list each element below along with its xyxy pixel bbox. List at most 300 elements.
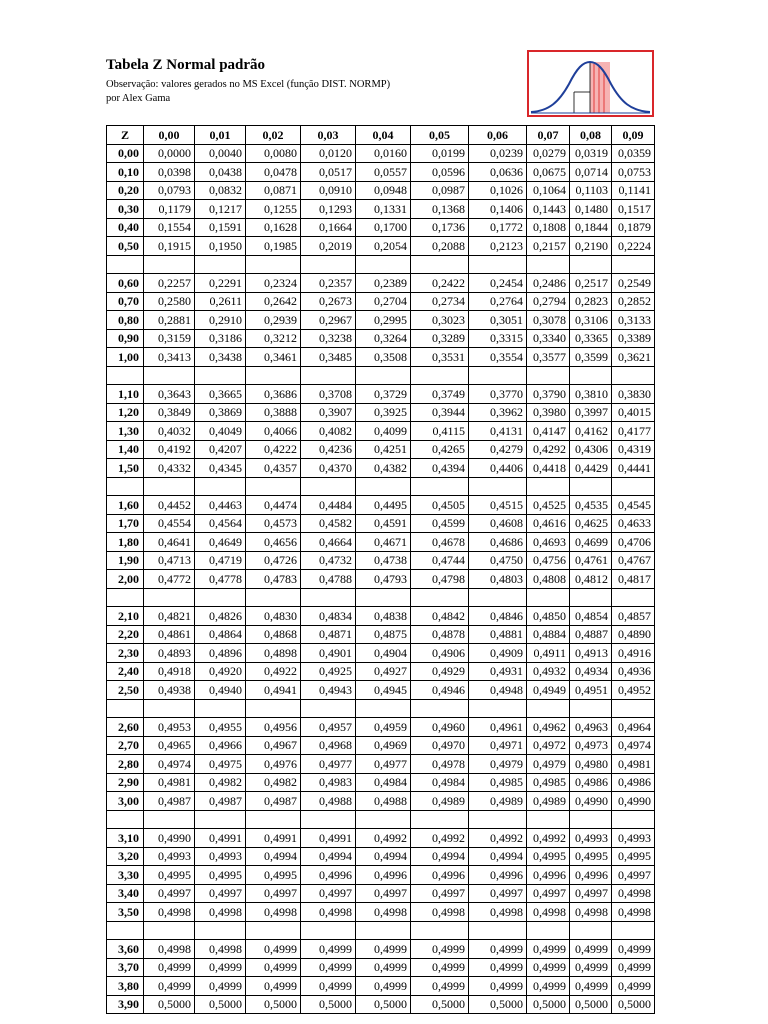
probability-cell: 0,3925: [356, 403, 411, 422]
header-col: 0,08: [570, 126, 612, 145]
table-row: [107, 329, 655, 348]
probability-cell: 0,4977: [356, 755, 411, 774]
probability-cell: 0,4990: [570, 792, 612, 811]
probability-cell: 0,4999: [527, 977, 570, 996]
probability-cell: 0,4996: [469, 866, 527, 885]
probability-cell: 0,4969: [356, 736, 411, 755]
probability-cell: 0,2967: [301, 311, 356, 330]
probability-cell: 0,4332: [144, 459, 195, 478]
table-row: [107, 292, 655, 311]
probability-cell: 0,4382: [356, 459, 411, 478]
probability-cell: 0,0080: [246, 144, 301, 163]
probability-cell: 0,1443: [527, 200, 570, 219]
probability-cell: 0,4970: [411, 736, 469, 755]
z-value-cell: 1,80: [107, 533, 144, 552]
z-value-cell: 1,00: [107, 348, 144, 367]
table-row: [107, 773, 655, 792]
probability-cell: 0,4997: [246, 884, 301, 903]
probability-cell: 0,3554: [469, 348, 527, 367]
spacer-row: [107, 810, 655, 829]
header-col: 0,09: [612, 126, 655, 145]
probability-cell: 0,4955: [195, 718, 246, 737]
z-value-cell: 1,70: [107, 514, 144, 533]
probability-cell: 0,1331: [356, 200, 411, 219]
spacer-cell: [469, 699, 527, 718]
probability-cell: 0,4099: [356, 422, 411, 441]
probability-cell: 0,4999: [356, 958, 411, 977]
probability-cell: 0,4429: [570, 459, 612, 478]
probability-cell: 0,4370: [301, 459, 356, 478]
probability-cell: 0,1844: [570, 218, 612, 237]
probability-cell: 0,4934: [570, 662, 612, 681]
spacer-cell: [411, 255, 469, 274]
table-row: [107, 903, 655, 922]
spacer-cell: [570, 699, 612, 718]
probability-cell: 0,4979: [527, 755, 570, 774]
z-value-cell: 2,80: [107, 755, 144, 774]
probability-cell: 0,4515: [469, 496, 527, 515]
z-value-cell: 0,50: [107, 237, 144, 256]
probability-cell: 0,4971: [469, 736, 527, 755]
probability-cell: 0,3389: [612, 329, 655, 348]
spacer-cell: [301, 699, 356, 718]
probability-cell: 0,4952: [612, 681, 655, 700]
probability-cell: 0,4999: [301, 940, 356, 959]
probability-cell: 0,4976: [246, 755, 301, 774]
z-value-cell: 3,20: [107, 847, 144, 866]
spacer-cell: [356, 810, 411, 829]
probability-cell: 0,4997: [301, 884, 356, 903]
probability-cell: 0,0753: [612, 163, 655, 182]
table-row: [107, 570, 655, 589]
probability-cell: 0,4756: [527, 551, 570, 570]
probability-cell: 0,4998: [469, 903, 527, 922]
table-row: [107, 200, 655, 219]
probability-cell: 0,4719: [195, 551, 246, 570]
z-value-cell: 1,90: [107, 551, 144, 570]
probability-cell: 0,0832: [195, 181, 246, 200]
probability-cell: 0,2422: [411, 274, 469, 293]
spacer-cell: [612, 366, 655, 385]
probability-cell: 0,4906: [411, 644, 469, 663]
probability-cell: 0,4838: [356, 607, 411, 626]
probability-cell: 0,4898: [246, 644, 301, 663]
probability-cell: 0,4968: [301, 736, 356, 755]
probability-cell: 0,4306: [570, 440, 612, 459]
probability-cell: 0,4938: [144, 681, 195, 700]
z-value-cell: 0,70: [107, 292, 144, 311]
spacer-cell: [144, 255, 195, 274]
probability-cell: 0,3997: [570, 403, 612, 422]
probability-cell: 0,4957: [301, 718, 356, 737]
probability-cell: 0,4788: [301, 570, 356, 589]
probability-cell: 0,3869: [195, 403, 246, 422]
probability-cell: 0,3186: [195, 329, 246, 348]
probability-cell: 0,4573: [246, 514, 301, 533]
spacer-cell: [144, 699, 195, 718]
probability-cell: 0,0596: [411, 163, 469, 182]
probability-cell: 0,2389: [356, 274, 411, 293]
table-row: [107, 995, 655, 1014]
probability-cell: 0,1591: [195, 218, 246, 237]
probability-cell: 0,3686: [246, 385, 301, 404]
probability-cell: 0,4997: [144, 884, 195, 903]
spacer-row: [107, 699, 655, 718]
probability-cell: 0,4990: [144, 829, 195, 848]
spacer-cell: [301, 255, 356, 274]
probability-cell: 0,3944: [411, 403, 469, 422]
probability-cell: 0,2019: [301, 237, 356, 256]
probability-cell: 0,2673: [301, 292, 356, 311]
spacer-cell: [612, 588, 655, 607]
subtitle-author: por Alex Gama: [106, 93, 171, 104]
spacer-cell: [301, 477, 356, 496]
probability-cell: 0,4554: [144, 514, 195, 533]
probability-cell: 0,4948: [469, 681, 527, 700]
probability-cell: 0,3078: [527, 311, 570, 330]
probability-cell: 0,1628: [246, 218, 301, 237]
probability-cell: 0,4664: [301, 533, 356, 552]
spacer-cell: [356, 699, 411, 718]
probability-cell: 0,2794: [527, 292, 570, 311]
probability-cell: 0,4236: [301, 440, 356, 459]
spacer-cell: [301, 921, 356, 940]
probability-cell: 0,4997: [570, 884, 612, 903]
probability-cell: 0,4998: [144, 940, 195, 959]
probability-cell: 0,4177: [612, 422, 655, 441]
probability-cell: 0,3413: [144, 348, 195, 367]
spacer-row: [107, 366, 655, 385]
header-col: 0,03: [301, 126, 356, 145]
spacer-cell: [195, 699, 246, 718]
probability-cell: 0,4463: [195, 496, 246, 515]
probability-cell: 0,3665: [195, 385, 246, 404]
spacer-cell: [527, 477, 570, 496]
z-value-cell: 2,10: [107, 607, 144, 626]
spacer-cell: [195, 477, 246, 496]
probability-cell: 0,4545: [612, 496, 655, 515]
probability-cell: 0,4999: [411, 958, 469, 977]
probability-cell: 0,4678: [411, 533, 469, 552]
table-row: [107, 440, 655, 459]
probability-cell: 0,4961: [469, 718, 527, 737]
header-col: 0,04: [356, 126, 411, 145]
probability-cell: 0,2123: [469, 237, 527, 256]
probability-cell: 0,4956: [246, 718, 301, 737]
probability-cell: 0,4984: [411, 773, 469, 792]
spacer-cell: [246, 366, 301, 385]
probability-cell: 0,3790: [527, 385, 570, 404]
probability-cell: 0,4357: [246, 459, 301, 478]
probability-cell: 0,4992: [411, 829, 469, 848]
probability-cell: 0,4999: [612, 977, 655, 996]
probability-cell: 0,2324: [246, 274, 301, 293]
probability-cell: 0,4972: [527, 736, 570, 755]
probability-cell: 0,0359: [612, 144, 655, 163]
probability-cell: 0,4965: [144, 736, 195, 755]
table-row: [107, 385, 655, 404]
probability-cell: 0,0398: [144, 163, 195, 182]
probability-cell: 0,4991: [195, 829, 246, 848]
z-value-cell: 0,40: [107, 218, 144, 237]
probability-cell: 0,4989: [469, 792, 527, 811]
probability-cell: 0,0871: [246, 181, 301, 200]
probability-cell: 0,1879: [612, 218, 655, 237]
table-row: [107, 163, 655, 182]
spacer-cell: [107, 588, 144, 607]
probability-cell: 0,4999: [144, 958, 195, 977]
spacer-cell: [301, 588, 356, 607]
probability-cell: 0,4999: [570, 958, 612, 977]
probability-cell: 0,4861: [144, 625, 195, 644]
probability-cell: 0,4505: [411, 496, 469, 515]
probability-cell: 0,1406: [469, 200, 527, 219]
probability-cell: 0,5000: [612, 995, 655, 1014]
probability-cell: 0,4821: [144, 607, 195, 626]
probability-cell: 0,3159: [144, 329, 195, 348]
probability-cell: 0,4049: [195, 422, 246, 441]
probability-cell: 0,5000: [246, 995, 301, 1014]
probability-cell: 0,4920: [195, 662, 246, 681]
probability-cell: 0,4993: [612, 829, 655, 848]
spacer-cell: [411, 921, 469, 940]
normal-curve-icon: [529, 52, 652, 115]
probability-cell: 0,4991: [301, 829, 356, 848]
probability-cell: 0,4999: [612, 940, 655, 959]
spacer-cell: [469, 810, 527, 829]
table-row: [107, 884, 655, 903]
spacer-cell: [301, 810, 356, 829]
probability-cell: 0,3849: [144, 403, 195, 422]
probability-cell: 0,4982: [246, 773, 301, 792]
probability-cell: 0,4115: [411, 422, 469, 441]
spacer-cell: [246, 588, 301, 607]
probability-cell: 0,4992: [469, 829, 527, 848]
probability-cell: 0,4732: [301, 551, 356, 570]
probability-cell: 0,1480: [570, 200, 612, 219]
z-value-cell: 3,50: [107, 903, 144, 922]
spacer-cell: [107, 255, 144, 274]
probability-cell: 0,5000: [469, 995, 527, 1014]
probability-cell: 0,0478: [246, 163, 301, 182]
spacer-cell: [527, 921, 570, 940]
probability-cell: 0,3907: [301, 403, 356, 422]
probability-cell: 0,4995: [570, 847, 612, 866]
probability-cell: 0,4999: [301, 977, 356, 996]
probability-cell: 0,2642: [246, 292, 301, 311]
table-row: [107, 403, 655, 422]
probability-cell: 0,3830: [612, 385, 655, 404]
z-value-cell: 3,90: [107, 995, 144, 1014]
spacer-cell: [356, 921, 411, 940]
probability-cell: 0,4484: [301, 496, 356, 515]
z-value-cell: 2,50: [107, 681, 144, 700]
table-row: [107, 533, 655, 552]
probability-cell: 0,4953: [144, 718, 195, 737]
z-value-cell: 0,30: [107, 200, 144, 219]
probability-cell: 0,3051: [469, 311, 527, 330]
probability-cell: 0,4994: [246, 847, 301, 866]
probability-cell: 0,4850: [527, 607, 570, 626]
probability-cell: 0,4990: [612, 792, 655, 811]
table-row: [107, 866, 655, 885]
probability-cell: 0,4987: [246, 792, 301, 811]
probability-cell: 0,4878: [411, 625, 469, 644]
probability-cell: 0,4981: [612, 755, 655, 774]
probability-cell: 0,0279: [527, 144, 570, 163]
probability-cell: 0,4222: [246, 440, 301, 459]
probability-cell: 0,4207: [195, 440, 246, 459]
probability-cell: 0,4962: [527, 718, 570, 737]
probability-cell: 0,3023: [411, 311, 469, 330]
probability-cell: 0,1915: [144, 237, 195, 256]
probability-cell: 0,1217: [195, 200, 246, 219]
probability-cell: 0,4995: [246, 866, 301, 885]
probability-cell: 0,2224: [612, 237, 655, 256]
probability-cell: 0,4998: [411, 903, 469, 922]
probability-cell: 0,4967: [246, 736, 301, 755]
spacer-cell: [469, 588, 527, 607]
probability-cell: 0,4987: [144, 792, 195, 811]
header-col: 0,07: [527, 126, 570, 145]
table-row: [107, 662, 655, 681]
probability-cell: 0,0675: [527, 163, 570, 182]
spacer-cell: [411, 366, 469, 385]
probability-cell: 0,4999: [612, 958, 655, 977]
probability-cell: 0,4783: [246, 570, 301, 589]
spacer-cell: [469, 477, 527, 496]
spacer-cell: [144, 477, 195, 496]
probability-cell: 0,4713: [144, 551, 195, 570]
probability-cell: 0,4812: [570, 570, 612, 589]
probability-cell: 0,4940: [195, 681, 246, 700]
table-row: [107, 829, 655, 848]
probability-cell: 0,4992: [356, 829, 411, 848]
table-row: [107, 755, 655, 774]
probability-cell: 0,4913: [570, 644, 612, 663]
probability-cell: 0,4864: [195, 625, 246, 644]
table-row: [107, 237, 655, 256]
probability-cell: 0,3438: [195, 348, 246, 367]
probability-cell: 0,4997: [195, 884, 246, 903]
spacer-cell: [612, 699, 655, 718]
probability-cell: 0,4998: [144, 903, 195, 922]
table-row: [107, 792, 655, 811]
probability-cell: 0,0517: [301, 163, 356, 182]
z-value-cell: 1,60: [107, 496, 144, 515]
probability-cell: 0,4998: [195, 903, 246, 922]
probability-cell: 0,3508: [356, 348, 411, 367]
spacer-cell: [570, 810, 612, 829]
probability-cell: 0,4973: [570, 736, 612, 755]
probability-cell: 0,4904: [356, 644, 411, 663]
probability-cell: 0,0948: [356, 181, 411, 200]
probability-cell: 0,4999: [570, 977, 612, 996]
probability-cell: 0,4778: [195, 570, 246, 589]
probability-cell: 0,3729: [356, 385, 411, 404]
probability-cell: 0,4066: [246, 422, 301, 441]
probability-cell: 0,4830: [246, 607, 301, 626]
spacer-cell: [356, 366, 411, 385]
probability-cell: 0,4857: [612, 607, 655, 626]
probability-cell: 0,2517: [570, 274, 612, 293]
probability-cell: 0,4846: [469, 607, 527, 626]
probability-cell: 0,4564: [195, 514, 246, 533]
spacer-cell: [570, 588, 612, 607]
spacer-cell: [246, 477, 301, 496]
spacer-cell: [527, 810, 570, 829]
probability-cell: 0,1255: [246, 200, 301, 219]
header-col: 0,01: [195, 126, 246, 145]
probability-cell: 0,1064: [527, 181, 570, 200]
probability-cell: 0,4977: [301, 755, 356, 774]
probability-cell: 0,4987: [195, 792, 246, 811]
probability-cell: 0,3315: [469, 329, 527, 348]
probability-cell: 0,4616: [527, 514, 570, 533]
probability-cell: 0,4951: [570, 681, 612, 700]
probability-cell: 0,4929: [411, 662, 469, 681]
z-value-cell: 3,80: [107, 977, 144, 996]
probability-cell: 0,4854: [570, 607, 612, 626]
z-table: [106, 125, 655, 1014]
probability-cell: 0,4943: [301, 681, 356, 700]
probability-cell: 0,2734: [411, 292, 469, 311]
probability-cell: 0,4997: [469, 884, 527, 903]
probability-cell: 0,4998: [195, 940, 246, 959]
probability-cell: 0,0793: [144, 181, 195, 200]
probability-cell: 0,4999: [411, 977, 469, 996]
probability-cell: 0,4994: [469, 847, 527, 866]
probability-cell: 0,4582: [301, 514, 356, 533]
probability-cell: 0,1554: [144, 218, 195, 237]
probability-cell: 0,4922: [246, 662, 301, 681]
probability-cell: 0,4641: [144, 533, 195, 552]
probability-cell: 0,4999: [144, 977, 195, 996]
probability-cell: 0,4996: [411, 866, 469, 885]
probability-cell: 0,4991: [246, 829, 301, 848]
z-value-cell: 1,40: [107, 440, 144, 459]
probability-cell: 0,5000: [527, 995, 570, 1014]
probability-cell: 0,4945: [356, 681, 411, 700]
spacer-cell: [612, 921, 655, 940]
probability-cell: 0,2704: [356, 292, 411, 311]
spacer-cell: [195, 366, 246, 385]
probability-cell: 0,4884: [527, 625, 570, 644]
probability-cell: 0,4996: [301, 866, 356, 885]
probability-cell: 0,4949: [527, 681, 570, 700]
probability-cell: 0,4649: [195, 533, 246, 552]
table-row: [107, 422, 655, 441]
probability-cell: 0,4964: [612, 718, 655, 737]
z-value-cell: 0,90: [107, 329, 144, 348]
probability-cell: 0,4974: [144, 755, 195, 774]
probability-cell: 0,4985: [469, 773, 527, 792]
probability-cell: 0,0000: [144, 144, 195, 163]
probability-cell: 0,3599: [570, 348, 612, 367]
spacer-cell: [144, 366, 195, 385]
probability-cell: 0,4925: [301, 662, 356, 681]
probability-cell: 0,4936: [612, 662, 655, 681]
spacer-cell: [527, 255, 570, 274]
probability-cell: 0,2486: [527, 274, 570, 293]
probability-cell: 0,1103: [570, 181, 612, 200]
spacer-cell: [107, 810, 144, 829]
probability-cell: 0,4989: [527, 792, 570, 811]
probability-cell: 0,4251: [356, 440, 411, 459]
probability-cell: 0,2580: [144, 292, 195, 311]
probability-cell: 0,4817: [612, 570, 655, 589]
probability-cell: 0,4495: [356, 496, 411, 515]
